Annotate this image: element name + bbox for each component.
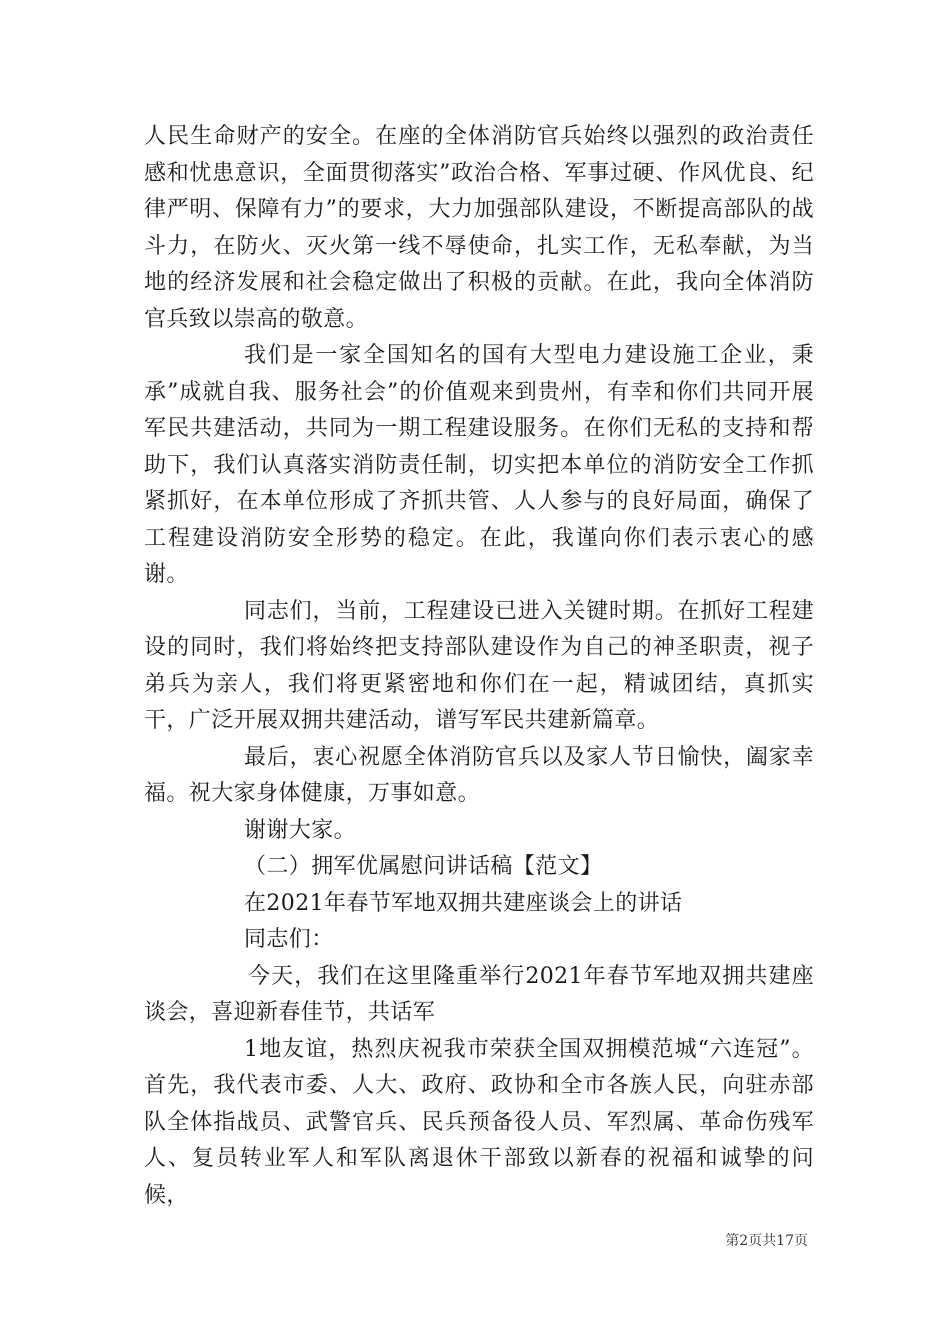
paragraph-4: 最后，衷心祝愿全体消防官兵以及家人节日愉快，阖家幸福。祝大家身体健康，万事如意。 [144, 744, 814, 806]
page-number: 第2页共17页 [725, 1233, 808, 1249]
speech-title: 在2021年春节军地双拥共建座谈会上的讲话 [244, 890, 683, 916]
paragraph-6: 今天，我们在这里隆重举行2021年春节军地双拥共建座谈会，喜迎新春佳节，共话军 [144, 963, 814, 1025]
salutation: 同志们： [244, 927, 334, 952]
paragraph-7: 1地友谊，热烈庆祝我市荣获全国双拥模范城“六连冠”。首先，我代表市委、人大、政府、政协和全市各族人民，向驻赤部队全体指战员、武警官兵、民兵预备役人员、军烈属、革命伤残军人、复员转业军人和军队离退休干部致以新春的祝福和诚挚的问候， [144, 1036, 814, 1208]
paragraph-3: 同志们，当前，工程建设已进入关键时期。在抓好工程建设的同时，我们将始终把支持部队建设作为自己的神圣职责，视子弟兵为亲人，我们将更紧密地和你们在一起，精诚团结，真抓实干，广泛开展双拥共建活动，谱写军民共建新篇章。 [144, 598, 814, 733]
paragraph-2: 我们是一家全国知名的国有大型电力建设施工企业，秉承”成就自我、服务社会”的价值观来到贵州，有幸和你们共同开展军民共建活动，共同为一期工程建设服务。在你们无私的支持和帮助下，我们认真落实消防责任制，切实把本单位的消防安全工作抓紧抓好，在本单位形成了齐抓共管、人人参与的良好局面，确保了工程建设消防安全形势的稳定。在此，我谨向你们表示衷心的感谢。 [144, 343, 814, 587]
document-body [144, 119, 814, 1214]
paragraph-5: 谢谢大家。 [244, 817, 357, 843]
paragraph-1: 人民生命财产的安全。在座的全体消防官兵始终以强烈的政治责任感和忧患意识，全面贯彻落实”政治合格、军事过硬、作风优良、纪律严明、保障有力”的要求，大力加强部队建设，不断提高部队的战斗力，在防火、灭火第一线不辱使命，扎实工作，无私奉献，为当地的经济发展和社会稳定做出了积极的贡献。在此，我向全体消防官兵致以崇高的敬意。 [144, 124, 814, 332]
section-heading: （二）拥军优属慰问讲话稿【范文】 [244, 854, 603, 879]
